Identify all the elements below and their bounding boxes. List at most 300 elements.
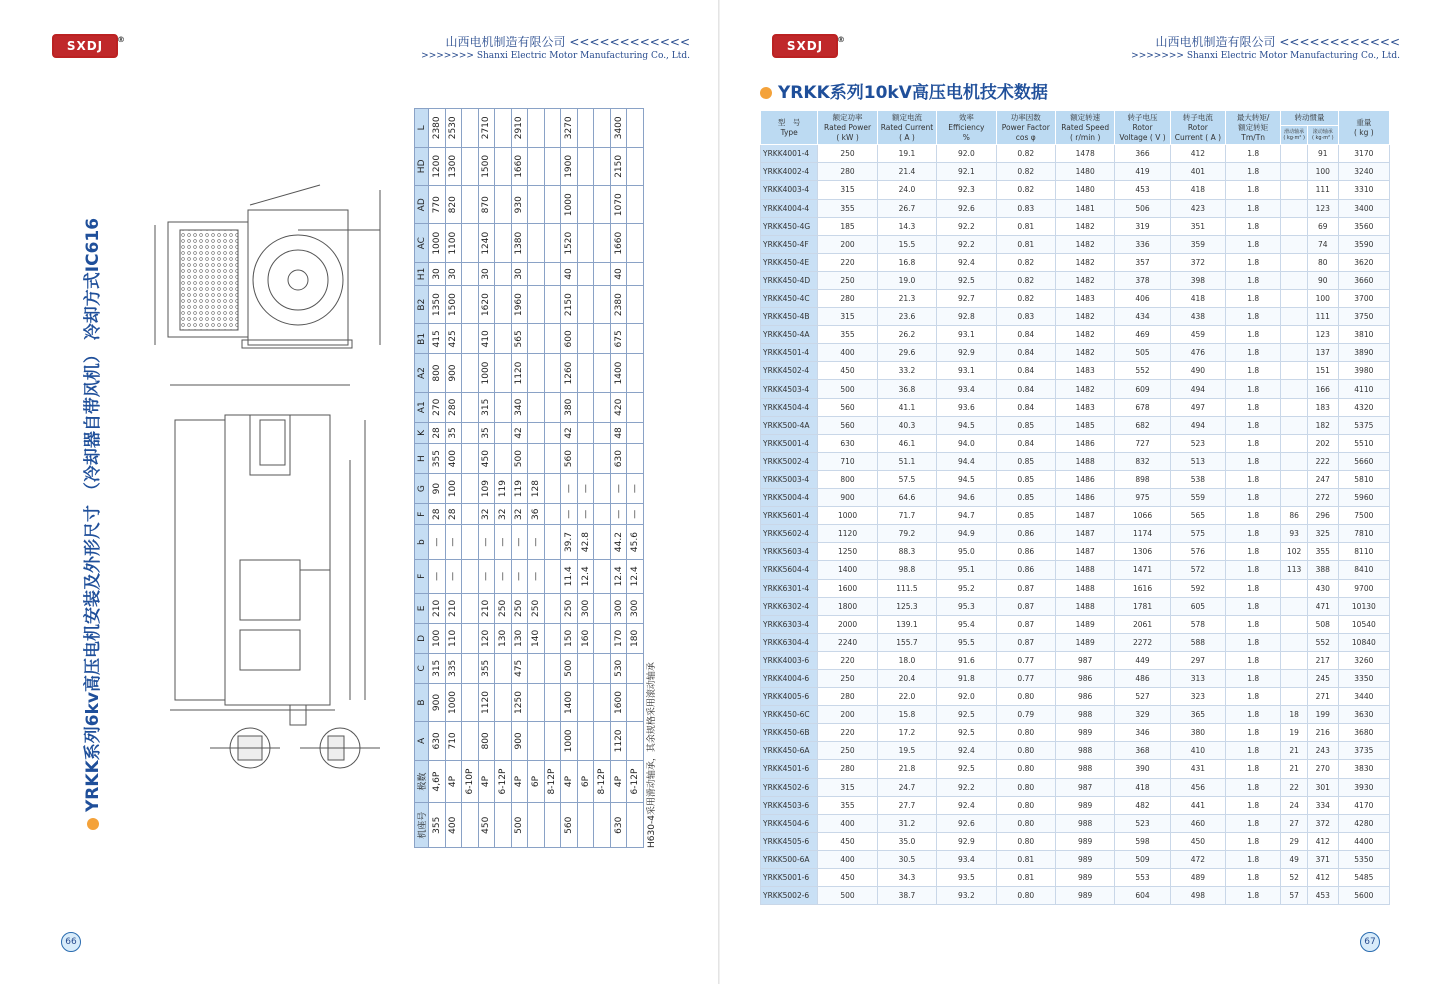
dim-cell [528,422,545,443]
data-cell: 4280 [1338,814,1389,832]
data-cell: 3830 [1338,760,1389,778]
data-cell: 1482 [1055,217,1114,235]
dim-cell: 4P [511,760,528,803]
data-cell: 3810 [1338,326,1389,344]
data-cell [1281,235,1308,253]
dim-cell [462,623,479,653]
dim-cell: 40 [561,262,578,285]
data-cell: 315 [818,778,877,796]
data-cell: 30.5 [877,850,936,868]
table-row [761,778,1390,796]
data-cell: 92.0 [937,145,996,163]
dim-cell: 4P [561,760,578,803]
dim-cell [462,504,479,525]
col-power [818,111,877,145]
data-cell: 3560 [1338,217,1389,235]
data-cell: 401 [1170,163,1225,181]
col-pf-cn: 功率因数 [1010,113,1041,122]
data-cell: 1.8 [1226,669,1281,687]
dim-cell: 600 [561,324,578,354]
dim-cell: 400 [445,444,462,474]
dim-cell: 8-12P [594,760,611,803]
data-cell: 1.8 [1226,579,1281,597]
data-cell: 15.8 [877,706,936,724]
motor-type-cell: YRKK5602-4 [761,525,818,543]
data-cell: 1483 [1055,362,1114,380]
data-cell [1281,669,1308,687]
dim-cell [544,422,561,443]
data-cell: 0.84 [996,362,1055,380]
dim-cell [594,285,611,323]
data-cell: 15.5 [877,235,936,253]
data-cell: 5485 [1338,869,1389,887]
data-cell [1281,597,1308,615]
data-cell: 94.6 [937,489,996,507]
data-cell: 100 [1307,163,1338,181]
data-cell: 418 [1170,181,1225,199]
data-cell: 553 [1115,869,1170,887]
data-cell: 1.8 [1226,724,1281,742]
dimension-table [414,108,644,848]
motor-type-cell: YRKK500-4A [761,416,818,434]
data-cell: 2240 [818,633,877,651]
data-cell: 412 [1307,869,1338,887]
data-cell: 2061 [1115,615,1170,633]
dim-cell: 140 [528,623,545,653]
dim-cell: 36 [528,504,545,525]
dim-cell: 1900 [561,147,578,185]
data-cell: 469 [1115,326,1170,344]
data-cell: 92.6 [937,199,996,217]
data-cell: 398 [1170,271,1225,289]
col-rv-unit: Voltage ( V ) [1119,132,1166,142]
data-cell: 1.8 [1226,416,1281,434]
dim-cell: 32 [478,504,495,525]
dim-cell: 475 [511,653,528,683]
data-cell: 0.80 [996,796,1055,814]
dim-table-row [594,109,611,848]
dim-table-row [610,109,627,848]
inertia-sliding-label: 滑动轴承 [1284,128,1305,135]
dim-table-row [478,109,495,848]
data-cell: 2000 [818,615,877,633]
data-cell: 220 [818,724,877,742]
table-row [761,561,1390,579]
dim-cell: 900 [429,683,446,721]
data-cell: 280 [818,760,877,778]
motor-outline-drawing [150,130,390,780]
data-cell: 1.8 [1226,235,1281,253]
dim-cell: 42 [561,422,578,443]
table-row [761,832,1390,850]
motor-type-cell: YRKK450-4C [761,290,818,308]
dim-cell [594,224,611,262]
dim-cell [627,324,644,354]
data-cell: 1487 [1055,507,1114,525]
motor-type-cell: YRKK5001-6 [761,869,818,887]
data-cell: 598 [1115,832,1170,850]
dim-cell: 150 [561,623,578,653]
motor-type-cell: YRKK4503-4 [761,380,818,398]
data-cell: 5960 [1338,489,1389,507]
table-row [761,434,1390,452]
col-eff-en: Efficiency [948,122,985,132]
dim-cell [528,392,545,422]
data-cell: 270 [1307,760,1338,778]
data-cell: 3350 [1338,669,1389,687]
data-cell: 93 [1281,525,1308,543]
data-cell: 3240 [1338,163,1389,181]
data-cell: 315 [818,308,877,326]
data-cell [1281,217,1308,235]
data-cell [1281,416,1308,434]
table-row [761,814,1390,832]
data-cell: 92.2 [937,778,996,796]
data-cell: 92.6 [937,814,996,832]
motor-type-cell: YRKK4002-4 [761,163,818,181]
data-cell: 0.80 [996,742,1055,760]
page-number-left: 66 [61,932,81,952]
dim-cell: 1120 [478,683,495,721]
dim-cell [594,324,611,354]
data-cell: 1.8 [1226,543,1281,561]
dim-cell [594,525,611,559]
data-cell: 123 [1307,199,1338,217]
data-cell: 1.8 [1226,308,1281,326]
dim-cell: 410 [478,324,495,354]
data-cell: 1120 [818,525,877,543]
data-cell: 513 [1170,452,1225,470]
dim-cell: 300 [627,593,644,623]
data-cell: 2272 [1115,633,1170,651]
table-row [761,887,1390,905]
data-cell: 91 [1307,145,1338,163]
dim-header-cell: A1 [415,392,429,422]
data-cell: 372 [1307,814,1338,832]
data-cell: 505 [1115,344,1170,362]
table-row [761,543,1390,561]
data-cell: 336 [1115,235,1170,253]
data-cell: 325 [1307,525,1338,543]
dim-cell: 2150 [610,147,627,185]
data-cell: 5510 [1338,434,1389,452]
dim-cell [495,262,512,285]
data-cell: 86 [1281,507,1308,525]
dim-cell [462,324,479,354]
data-cell: 5600 [1338,887,1389,905]
dim-cell: 675 [610,324,627,354]
dim-cell: 11.4 [561,559,578,593]
dim-header-cell: H [415,444,429,474]
dim-cell: 4P [445,760,462,803]
data-cell: 1.8 [1226,362,1281,380]
dim-cell: 415 [429,324,446,354]
dim-cell: 3400 [610,109,627,148]
motor-type-cell: YRKK5001-4 [761,434,818,452]
data-cell: 588 [1170,633,1225,651]
dim-cell: 30 [445,262,462,285]
data-cell: 271 [1307,688,1338,706]
dim-cell: 35 [478,422,495,443]
data-cell: 22.0 [877,688,936,706]
col-weight [1338,111,1389,145]
dim-cell [544,653,561,683]
data-cell: 506 [1115,199,1170,217]
data-cell: 419 [1115,163,1170,181]
company-name-en-right: Shanxi Electric Motor Manufacturing Co., Ltd. [1186,51,1400,61]
data-cell: 494 [1170,416,1225,434]
data-cell: 1.8 [1226,290,1281,308]
dim-cell: 270 [429,392,446,422]
data-cell: 21.3 [877,290,936,308]
data-cell: 559 [1170,489,1225,507]
data-cell: 460 [1170,814,1225,832]
dim-cell: 130 [495,623,512,653]
data-cell: 5810 [1338,470,1389,488]
dim-cell: 630 [429,722,446,760]
data-cell: 0.82 [996,271,1055,289]
data-cell: 92.2 [937,217,996,235]
table-row [761,380,1390,398]
data-cell: 410 [1170,742,1225,760]
dim-cell: 170 [610,623,627,653]
data-cell: 329 [1115,706,1170,724]
data-cell: 1250 [818,543,877,561]
company-header-right [1100,33,1400,61]
motor-type-cell: YRKK5002-6 [761,887,818,905]
data-cell: 100 [1307,290,1338,308]
data-cell: 900 [818,489,877,507]
data-cell: 1488 [1055,452,1114,470]
dim-cell: 4P [610,760,627,803]
data-cell: 3310 [1338,181,1389,199]
left-page-title [78,110,103,830]
data-cell: 139.1 [877,615,936,633]
dim-cell [544,593,561,623]
data-cell: 987 [1055,778,1114,796]
col-tq-cn: 最大转矩/ [1236,113,1270,122]
dim-cell: 1660 [511,147,528,185]
data-cell [1281,434,1308,452]
data-cell: 1488 [1055,579,1114,597]
data-cell: 216 [1307,724,1338,742]
dim-cell: 900 [445,354,462,392]
dim-cell: 2150 [561,285,578,323]
data-cell: 0.82 [996,181,1055,199]
dim-cell: 355 [478,653,495,683]
motor-type-cell: YRKK4003-6 [761,651,818,669]
data-cell: 605 [1170,597,1225,615]
data-cell: 1488 [1055,561,1114,579]
data-cell: 0.83 [996,308,1055,326]
dim-cell [594,354,611,392]
motor-type-cell: YRKK4504-6 [761,814,818,832]
data-cell: 1488 [1055,597,1114,615]
col-tq-en: 额定转矩 [1238,122,1269,132]
motor-type-cell: YRKK5004-4 [761,489,818,507]
motor-type-cell: YRKK5601-4 [761,507,818,525]
tech-data-table [760,110,1390,905]
data-cell: 220 [818,253,877,271]
table-row [761,850,1390,868]
motor-type-cell: YRKK450-6B [761,724,818,742]
dim-cell: — [627,474,644,504]
dim-cell [544,109,561,148]
data-cell: 986 [1055,688,1114,706]
data-cell: 280 [818,688,877,706]
dim-cell: 39.7 [561,525,578,559]
dim-cell [462,593,479,623]
col-current [877,111,936,145]
table-row [761,869,1390,887]
data-cell [1281,253,1308,271]
dim-table-row [445,109,462,848]
data-cell: 1.8 [1226,145,1281,163]
dim-cell [495,285,512,323]
data-cell: 1.8 [1226,597,1281,615]
col-pf-en: Power Factor [1001,122,1050,132]
dim-cell [594,803,611,848]
company-logo-right [772,34,846,58]
right-title-text: YRKK系列10kV高压电机技术数据 [778,83,1048,103]
dim-cell: — [528,559,545,593]
data-cell: 987 [1055,651,1114,669]
dim-cell [594,262,611,285]
motor-type-cell: YRKK4501-6 [761,760,818,778]
col-power-unit: ( kW ) [836,132,859,142]
data-cell: 17.2 [877,724,936,742]
data-cell: 29 [1281,832,1308,850]
tech-table-body [761,145,1390,905]
data-cell: 498 [1170,887,1225,905]
dim-cell: 2380 [429,109,446,148]
data-cell [1281,163,1308,181]
data-cell: 359 [1170,235,1225,253]
dim-cell: 315 [429,653,446,683]
data-cell: 92.4 [937,796,996,814]
data-cell: 975 [1115,489,1170,507]
motor-type-cell: YRKK5604-4 [761,561,818,579]
data-cell: 182 [1307,416,1338,434]
data-cell: 0.87 [996,615,1055,633]
data-cell: 3660 [1338,271,1389,289]
data-cell: 183 [1307,398,1338,416]
data-cell: 898 [1115,470,1170,488]
motor-type-cell: YRKK450-4E [761,253,818,271]
dim-cell: 710 [445,722,462,760]
data-cell: 93.1 [937,362,996,380]
dim-cell: 565 [511,324,528,354]
data-cell: 0.87 [996,579,1055,597]
dim-cell [544,444,561,474]
data-cell: 1.8 [1226,525,1281,543]
data-cell: 166 [1307,380,1338,398]
dim-cell: 1000 [561,186,578,224]
dim-cell [528,722,545,760]
arrows-right-2: <<<<<<<<<<<< [1279,35,1400,49]
table-row [761,579,1390,597]
dim-cell: — [511,559,528,593]
dim-cell [544,324,561,354]
motor-type-cell: YRKK450-4A [761,326,818,344]
table-row [761,344,1390,362]
data-cell [1281,398,1308,416]
dim-cell [528,109,545,148]
dim-cell [462,653,479,683]
data-cell: 538 [1170,470,1225,488]
data-cell: 94.4 [937,452,996,470]
data-cell: 1.8 [1226,199,1281,217]
col-eff-cn: 效率 [958,113,974,122]
dim-cell: 1520 [561,224,578,262]
data-cell: 1482 [1055,253,1114,271]
dim-cell [462,474,479,504]
dim-header-cell: G [415,474,429,504]
dim-cell: 530 [610,653,627,683]
data-cell: 202 [1307,434,1338,452]
data-cell: 323 [1170,688,1225,706]
dim-cell: 6P [577,760,594,803]
motor-type-cell: YRKK450-6A [761,742,818,760]
data-cell: 1.8 [1226,633,1281,651]
data-cell: 727 [1115,434,1170,452]
data-cell: 450 [1170,832,1225,850]
data-cell [1281,145,1308,163]
data-cell: 40.3 [877,416,936,434]
dim-cell: — [429,525,446,559]
data-cell: 0.81 [996,235,1055,253]
tech-table-header [761,111,1390,126]
data-cell: 1.8 [1226,181,1281,199]
motor-type-cell: YRKK500-6A [761,850,818,868]
data-cell: 123 [1307,326,1338,344]
bullet-icon-right [760,87,772,99]
data-cell: 3890 [1338,344,1389,362]
data-cell: 14.3 [877,217,936,235]
dim-cell [495,722,512,760]
data-cell: 989 [1055,869,1114,887]
data-cell: 365 [1170,706,1225,724]
dim-table-row [577,109,594,848]
motor-type-cell: YRKK6304-4 [761,633,818,651]
data-cell [1281,651,1308,669]
data-cell: 3700 [1338,290,1389,308]
dim-cell [577,653,594,683]
data-cell [1281,344,1308,362]
inertia-rolling-unit: ( kg·m² ) [1312,135,1334,142]
data-cell: 0.80 [996,887,1055,905]
data-cell: 508 [1307,615,1338,633]
col-rotor-voltage [1115,111,1170,145]
data-cell: 297 [1170,651,1225,669]
dim-header-cell: C [415,653,429,683]
col-type-en: Type [780,127,798,137]
col-type-cn: 型 号 [777,117,801,127]
data-cell: 489 [1170,869,1225,887]
dim-header-cell: AC [415,224,429,262]
dim-cell [594,186,611,224]
data-cell: 92.5 [937,724,996,742]
data-cell: 1.8 [1226,869,1281,887]
data-cell: 0.80 [996,778,1055,796]
data-cell: 400 [818,344,877,362]
dim-cell [577,186,594,224]
dim-header-cell: AD [415,186,429,224]
data-cell: 355 [1307,543,1338,561]
data-cell: 4400 [1338,832,1389,850]
dim-cell: — [610,474,627,504]
dim-cell [577,147,594,185]
